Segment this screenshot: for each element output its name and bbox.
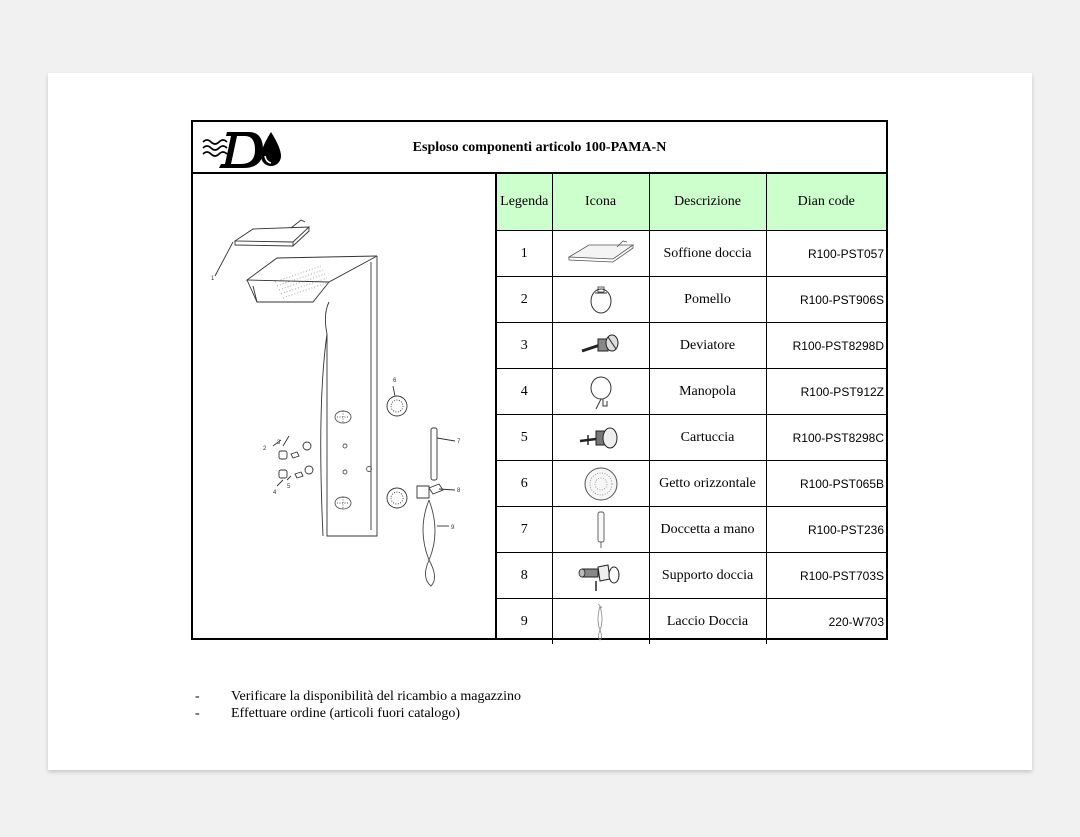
column-header: Descrizione <box>649 174 766 231</box>
part-code: R100-PST912Z <box>766 369 886 415</box>
diverter-icon <box>576 329 626 363</box>
table-row <box>497 369 886 415</box>
part-description: Deviatore <box>649 323 766 369</box>
handle-icon <box>581 373 621 411</box>
part-code: R100-PST8298D <box>766 323 886 369</box>
callout-label: 6 <box>393 378 397 384</box>
legend-number: 1 <box>497 231 552 277</box>
sheet-header <box>193 122 886 174</box>
parts-table <box>497 174 886 644</box>
sheet-title: Esploso componenti articolo 100-PAMA-N <box>412 140 667 155</box>
callout-label: 1 <box>211 276 215 282</box>
part-description: Pomello <box>649 277 766 323</box>
table-row <box>497 231 886 277</box>
part-code: R100-PST057 <box>766 231 886 277</box>
part-description: Soffione doccia <box>649 231 766 277</box>
parts-sheet <box>191 120 888 640</box>
part-code: 220-W703 <box>766 599 886 645</box>
part-code: R100-PST065B <box>766 461 886 507</box>
note-bullet: - <box>195 689 200 704</box>
callout-label: 9 <box>451 525 455 531</box>
table-row <box>497 323 886 369</box>
part-code: R100-PST8298C <box>766 415 886 461</box>
part-code: R100-PST703S <box>766 553 886 599</box>
legend-number: 5 <box>497 415 552 461</box>
table-row <box>497 507 886 553</box>
hand-shower-icon <box>586 510 616 550</box>
part-code: R100-PST906S <box>766 277 886 323</box>
document-page <box>48 73 1032 770</box>
part-code: R100-PST236 <box>766 507 886 553</box>
part-description: Supporto doccia <box>649 553 766 599</box>
column-header: Icona <box>552 174 649 231</box>
legend-number: 9 <box>497 599 552 645</box>
legend-number: 8 <box>497 553 552 599</box>
note-item <box>195 705 521 722</box>
body-jet-icon <box>576 465 626 503</box>
table-header-row <box>497 174 886 231</box>
callout-label: 7 <box>457 439 461 445</box>
part-description: Doccetta a mano <box>649 507 766 553</box>
legend-number: 2 <box>497 277 552 323</box>
callout-label: 2 <box>263 446 267 452</box>
table-row <box>497 599 886 645</box>
knob-icon <box>581 283 621 317</box>
legend-number: 4 <box>497 369 552 415</box>
table-row <box>497 461 886 507</box>
callout-label: 5 <box>287 484 291 490</box>
callout-label: 4 <box>273 490 277 496</box>
part-description: Manopola <box>649 369 766 415</box>
callout-label: 3 <box>277 440 281 446</box>
table-row <box>497 277 886 323</box>
legend-number: 7 <box>497 507 552 553</box>
callout-label: 8 <box>457 488 461 494</box>
exploded-view-diagram <box>193 174 497 640</box>
table-row <box>497 553 886 599</box>
note-bullet: - <box>195 706 200 721</box>
part-description: Laccio Doccia <box>649 599 766 645</box>
note-text: Effettuare ordine (articoli fuori catalogo) <box>231 706 461 721</box>
legend-number: 3 <box>497 323 552 369</box>
column-header: Legenda <box>497 174 552 231</box>
part-description: Getto orizzontale <box>649 461 766 507</box>
shower-holder-icon <box>576 557 626 595</box>
note-item <box>195 688 521 705</box>
table-row <box>497 415 886 461</box>
notes-list <box>195 688 521 722</box>
note-text: Verificare la disponibilità del ricambio a magazzino <box>231 689 521 704</box>
cartridge-icon <box>576 421 626 455</box>
shower-hose-icon <box>586 602 616 642</box>
shower-head-plate-icon <box>561 237 641 271</box>
column-header: Dian code <box>766 174 886 231</box>
legend-number: 6 <box>497 461 552 507</box>
part-description: Cartuccia <box>649 415 766 461</box>
